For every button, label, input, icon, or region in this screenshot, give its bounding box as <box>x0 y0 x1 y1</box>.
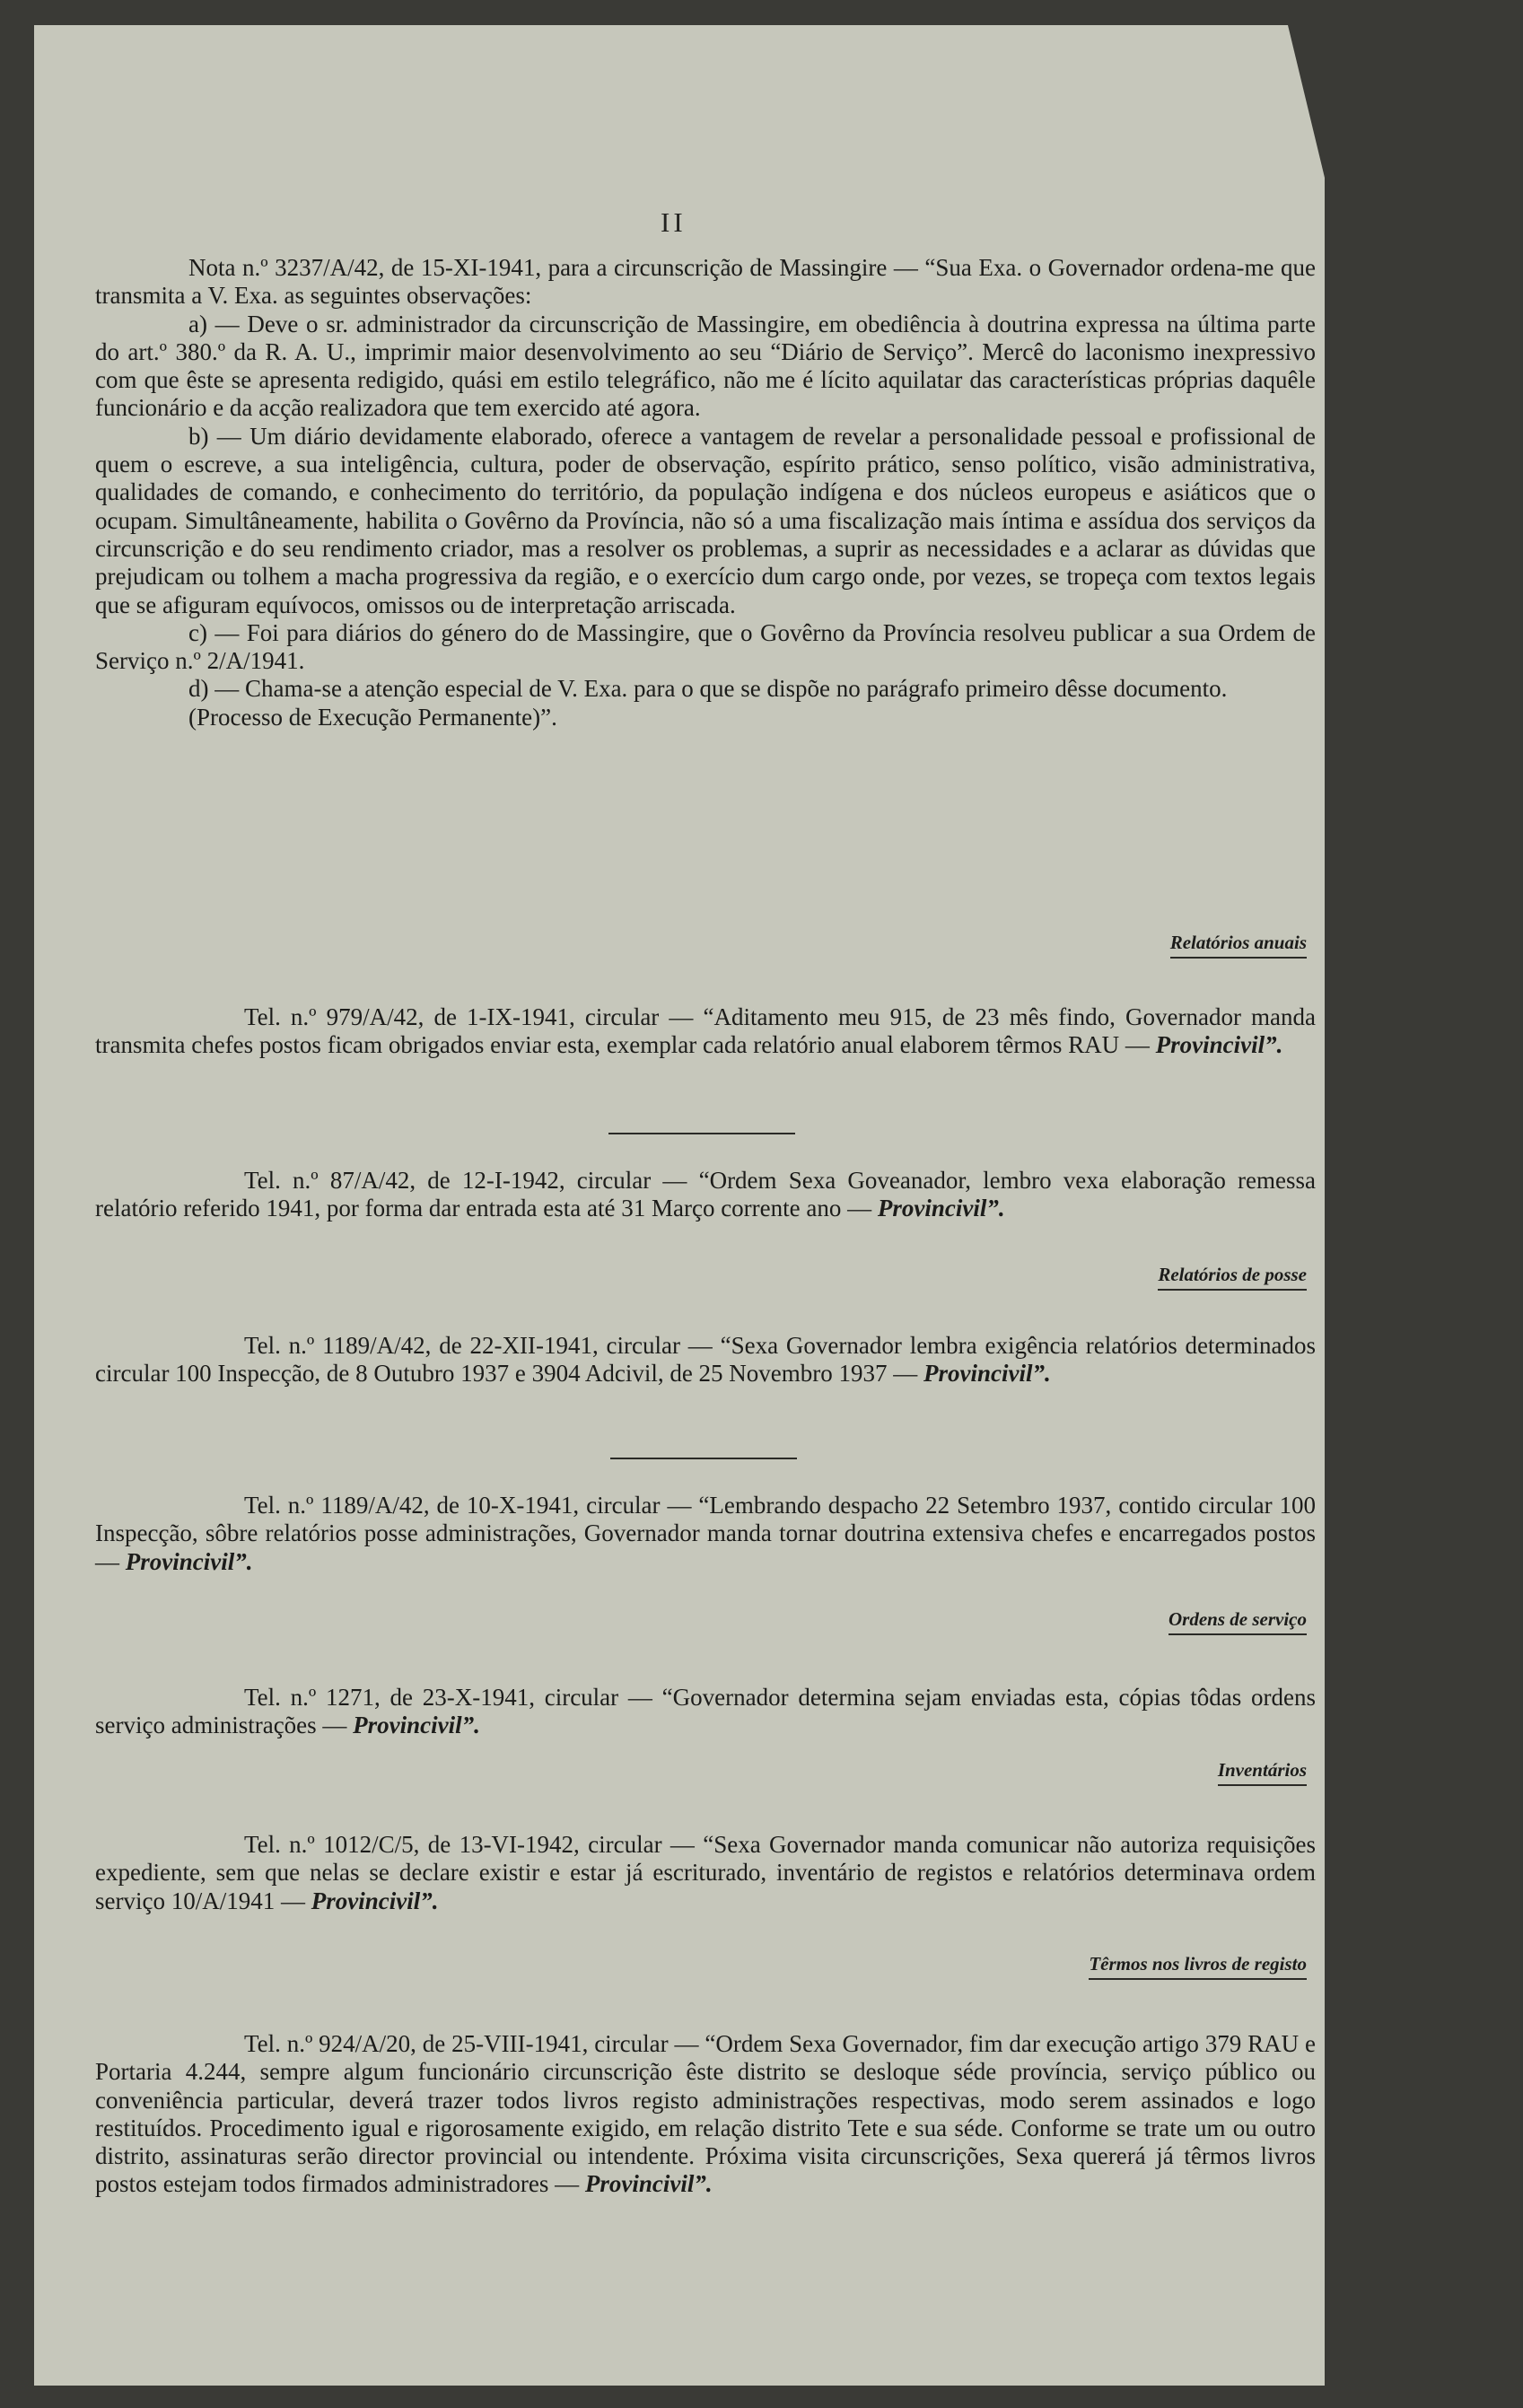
entry-979 <box>95 1003 1316 1060</box>
entry-1189-a <box>95 1332 1316 1388</box>
entry-924-text: Tel. n.º 924/A/20, de 25-VIII-1941, circular — “Ordem Sexa Governador, fim dar execução artigo 379 RAU e Portaria 4.244, sempre algum funcionário circunscrição êste distrito se desloque séde província, serviço público ou conveniência particular, deverá trazer todos livros registo administrações respectivas, modo serem assinados e logo restituídos. Procedimento igual e rigorosamente exigido, em relação distrito Tete e sua séde. Conforme se trate um ou outro distrito, assinaturas serão director provincial ou intendente. Próxima visita circunscrições, Sexa quererá já têrmos livros postos estejam todos firmados administradores — <box>95 2030 1316 2198</box>
section-heading-relatorios-anuais: Relatórios anuais <box>1170 932 1307 959</box>
observation-a: a) — Deve o sr. administrador da circunscrição de Massingire, em obediência à doutrina expressa na última parte do art.º 380.º da R. A. U., imprimir maior desenvolvimento ao seu “Diário de Serviço”. Mercê do laconismo inexpressivo com que êste se apresenta redigido, quási em estilo telegráfico, não me é lícito aquilatar das características próprias daquêle funcionário e da acção realizadora que tem exercido até agora. <box>95 310 1316 422</box>
observation-closing: (Processo de Execução Permanente)”. <box>188 703 557 731</box>
section-heading-ordens-servico: Ordens de serviço <box>1169 1608 1307 1635</box>
section-heading-inventarios: Inventários <box>1218 1759 1307 1786</box>
entry-87 <box>95 1167 1316 1223</box>
entry-924-signature: Provincivil”. <box>584 2170 713 2198</box>
section-heading-termos-livros: Têrmos nos livros de registo <box>1089 1953 1307 1980</box>
section-heading-relatorios-posse: Relatórios de posse <box>1158 1264 1307 1291</box>
entry-979-signature: Provincivil”. <box>1155 1031 1283 1059</box>
entry-1189-b <box>95 1492 1316 1576</box>
entry-1271-signature: Provincivil”. <box>353 1712 480 1739</box>
entry-1271 <box>95 1684 1316 1740</box>
nota-3237-block <box>95 254 1316 731</box>
entry-87-signature: Provincivil”. <box>877 1195 1005 1222</box>
entry-979-text: Tel. n.º 979/A/42, de 1-IX-1941, circular — “Aditamento meu 915, de 23 mês findo, Governador manda transmita chefes postos ficam obrigados enviar esta, exemplar cada relatório anual elaborem têrmos RAU — <box>95 1003 1316 1059</box>
entry-1012-text: Tel. n.º 1012/C/5, de 13-VI-1942, circular — “Sexa Governador manda comunicar não autoriza requisições expediente, sem que nelas se declare existir e estar já escriturado, inventário de registos e relatórios determinava ordem serviço 10/A/1941 — <box>95 1831 1316 1914</box>
nota-intro: Nota n.º 3237/A/42, de 15-XI-1941, para a circunscrição de Massingire — “Sua Exa. o Governador ordena-me que transmita a V. Exa. as seguintes observações: <box>95 254 1316 310</box>
separator-rule <box>610 1458 797 1459</box>
entry-87-text: Tel. n.º 87/A/42, de 12-I-1942, circular — “Ordem Sexa Goveanador, lembro vexa elaboração remessa relatório referido 1941, por forma dar entrada esta até 31 Março corrente ano — <box>95 1167 1316 1222</box>
page-number: II <box>661 206 687 238</box>
observation-b: b) — Um diário devidamente elaborado, oferece a vantagem de revelar a personalidade pessoal e profissional de quem o escreve, a sua inteligência, cultura, poder de observação, espírito prático, senso político, visão administrativa, qualidades de comando, e conhecimento do território, da população indígena e dos núcleos europeus e asiáticos que o ocupam. Simultâneamente, habilita o Govêrno da Província, não só a uma fiscalização mais íntima e assídua dos serviços da circunscrição e do seu rendimento criador, mas a resolver os problemas, a suprir as necessidades e a aclarar as dúvidas que prejudicam ou tolhem a macha progressiva da região, e o exercício dum cargo onde, por vezes, se tropeça com textos legais que se afiguram equívocos, omissos ou de interpretação arriscada. <box>95 422 1316 618</box>
observation-d: d) — Chama-se a atenção especial de V. Exa. para o que se dispõe no parágrafo primeiro dêsse documento. <box>188 675 1228 703</box>
entry-1189-a-text: Tel. n.º 1189/A/42, de 22-XII-1941, circular — “Sexa Governador lembra exigência relatórios determinados circular 100 Inspecção, de 8 Outubro 1937 e 3904 Adcivil, de 25 Novembro 1937 — <box>95 1332 1316 1388</box>
entry-924 <box>95 2030 1316 2199</box>
entry-1189-b-signature: Provincivil”. <box>125 1547 253 1575</box>
entry-1012-signature: Provincivil”. <box>311 1887 439 1914</box>
entry-1189-b-text: Tel. n.º 1189/A/42, de 10-X-1941, circular — “Lembrando despacho 22 Setembro 1937, contido circular 100 Inspecção, sôbre relatórios posse administrações, Governador manda tornar doutrina extensiva chefes e encarregados postos — <box>95 1492 1316 1575</box>
separator-rule <box>608 1133 795 1134</box>
entry-1189-a-signature: Provincivil”. <box>923 1360 1051 1388</box>
observation-c: c) — Foi para diários do género do de Massingire, que o Govêrno da Província resolveu publicar a sua Ordem de Serviço n.º 2/A/1941. <box>95 618 1316 675</box>
entry-1271-text: Tel. n.º 1271, de 23-X-1941, circular — “Governador determina sejam enviadas esta, cópias tôdas ordens serviço administrações — <box>95 1684 1316 1739</box>
entry-1012 <box>95 1831 1316 1915</box>
